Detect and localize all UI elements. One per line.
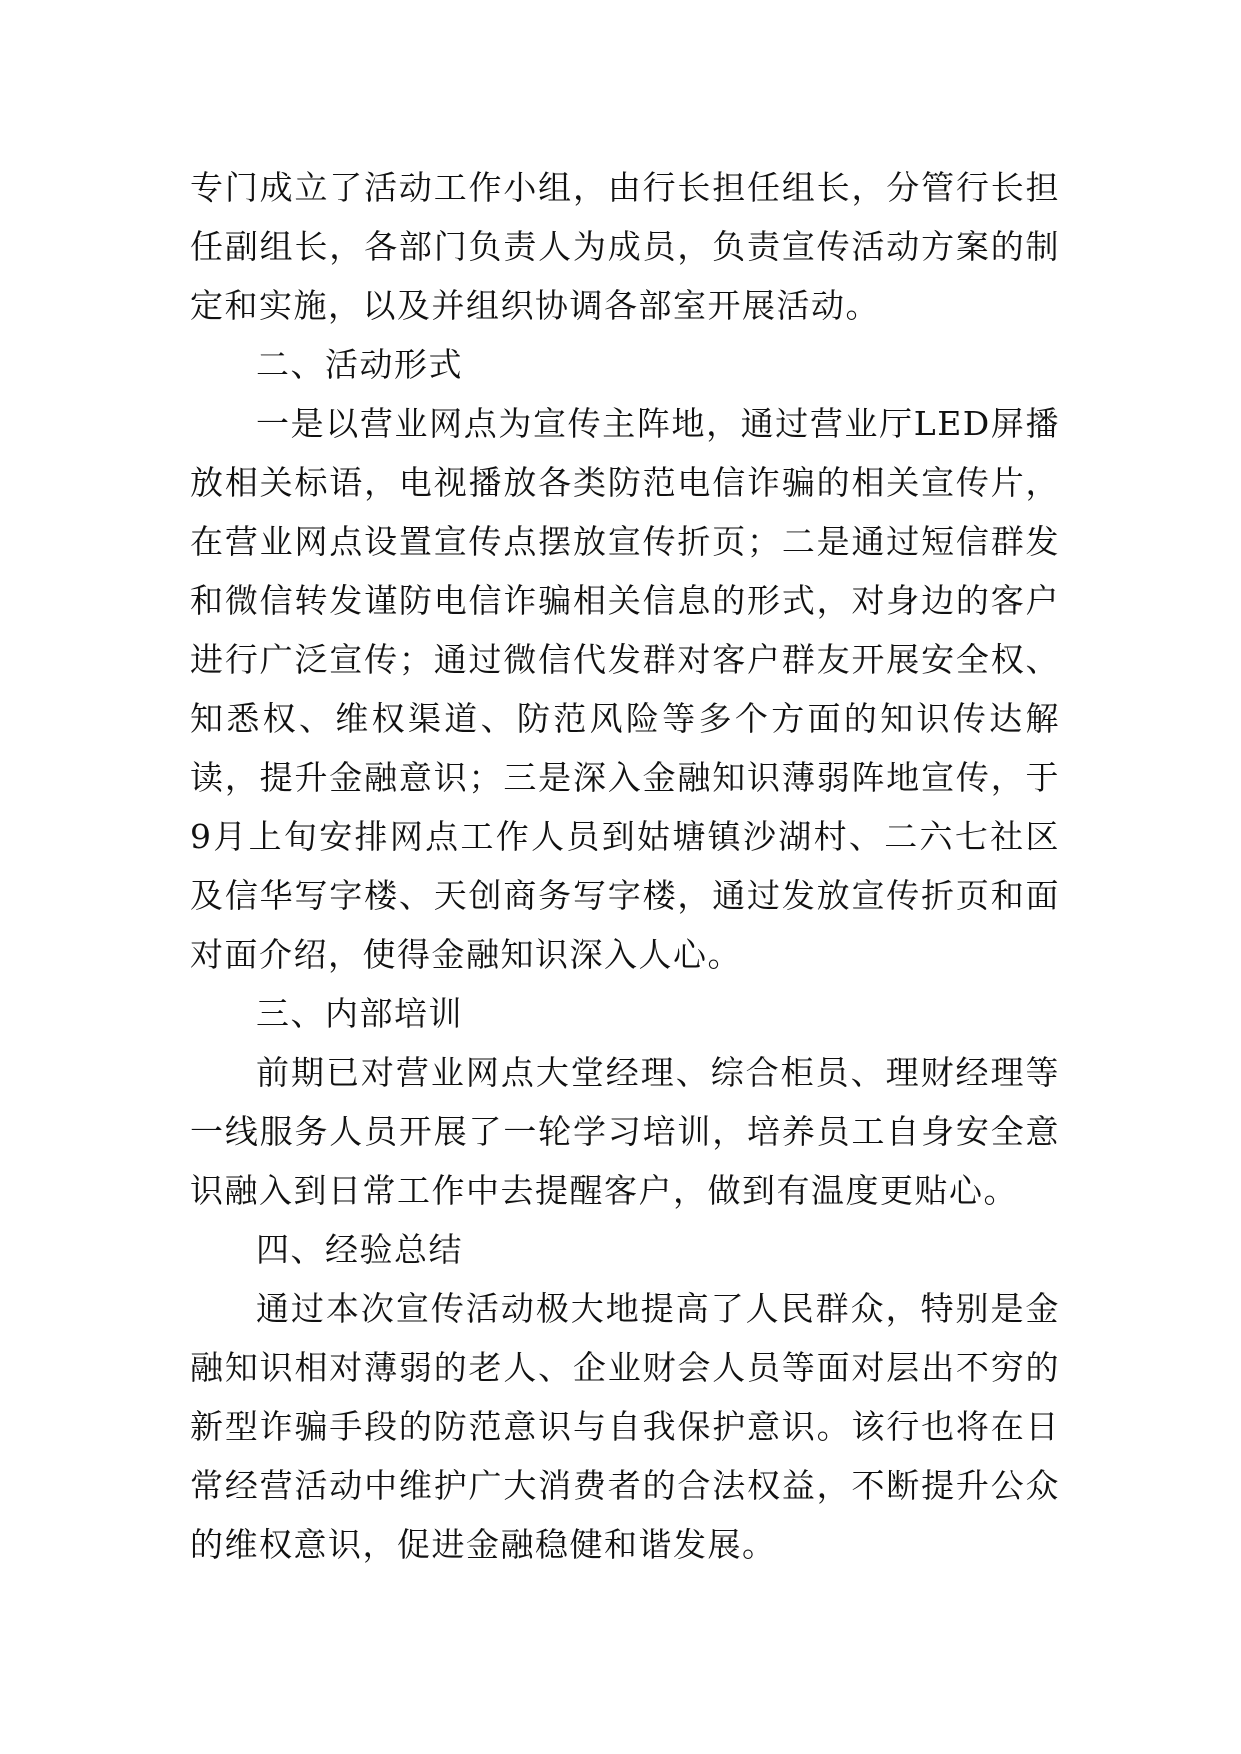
paragraph-experience-summary: 通过本次宣传活动极大地提高了人民群众，特别是金融知识相对薄弱的老人、企业财会人员等面对层出不穷的新型诈骗手段的防范意识与自我保护意识。该行也将在日常经营活动中维护广大消费者的合法权益，不断提升公众的维权意识，促进金融稳健和谐发展。 bbox=[190, 1289, 1060, 1564]
paragraph-activity-forms: 一是以营业网点为宣传主阵地，通过营业厅LED屏播放相关标语，电视播放各类防范电信诈骗的相关宣传片，在营业网点设置宣传点摆放宣传折页；二是通过短信群发和微信转发谨防电信诈骗相关信息的形式，对身边的客户进行广泛宣传；通过微信代发群对客户群友开展安全权、知悉权、维权渠道、防范风险等多个方面的知识传达解读，提升金融意识；三是深入金融知识薄弱阵地宣传，于9月上旬安排网点工作人员到姑塘镇沙湖村、二六七社区及信华写字楼、天创商务写字楼，通过发放宣传折页和面对面介绍，使得金融知识深入人心。 bbox=[190, 404, 1060, 974]
paragraph-internal-training: 前期已对营业网点大堂经理、综合柜员、理财经理等一线服务人员开展了一轮学习培训，培养员工自身安全意识融入到日常工作中去提醒客户，做到有温度更贴心。 bbox=[190, 1053, 1060, 1210]
heading-experience-summary: 四、经验总结 bbox=[256, 1230, 463, 1269]
paragraph-team-intro: 专门成立了活动工作小组，由行长担任组长，分管行长担任副组长，各部门负责人为成员，负责宣传活动方案的制定和实施，以及并组织协调各部室开展活动。 bbox=[190, 168, 1060, 325]
heading-internal-training: 三、内部培训 bbox=[256, 994, 463, 1033]
document-body bbox=[190, 158, 1060, 1574]
heading-activity-forms: 二、活动形式 bbox=[256, 345, 463, 384]
